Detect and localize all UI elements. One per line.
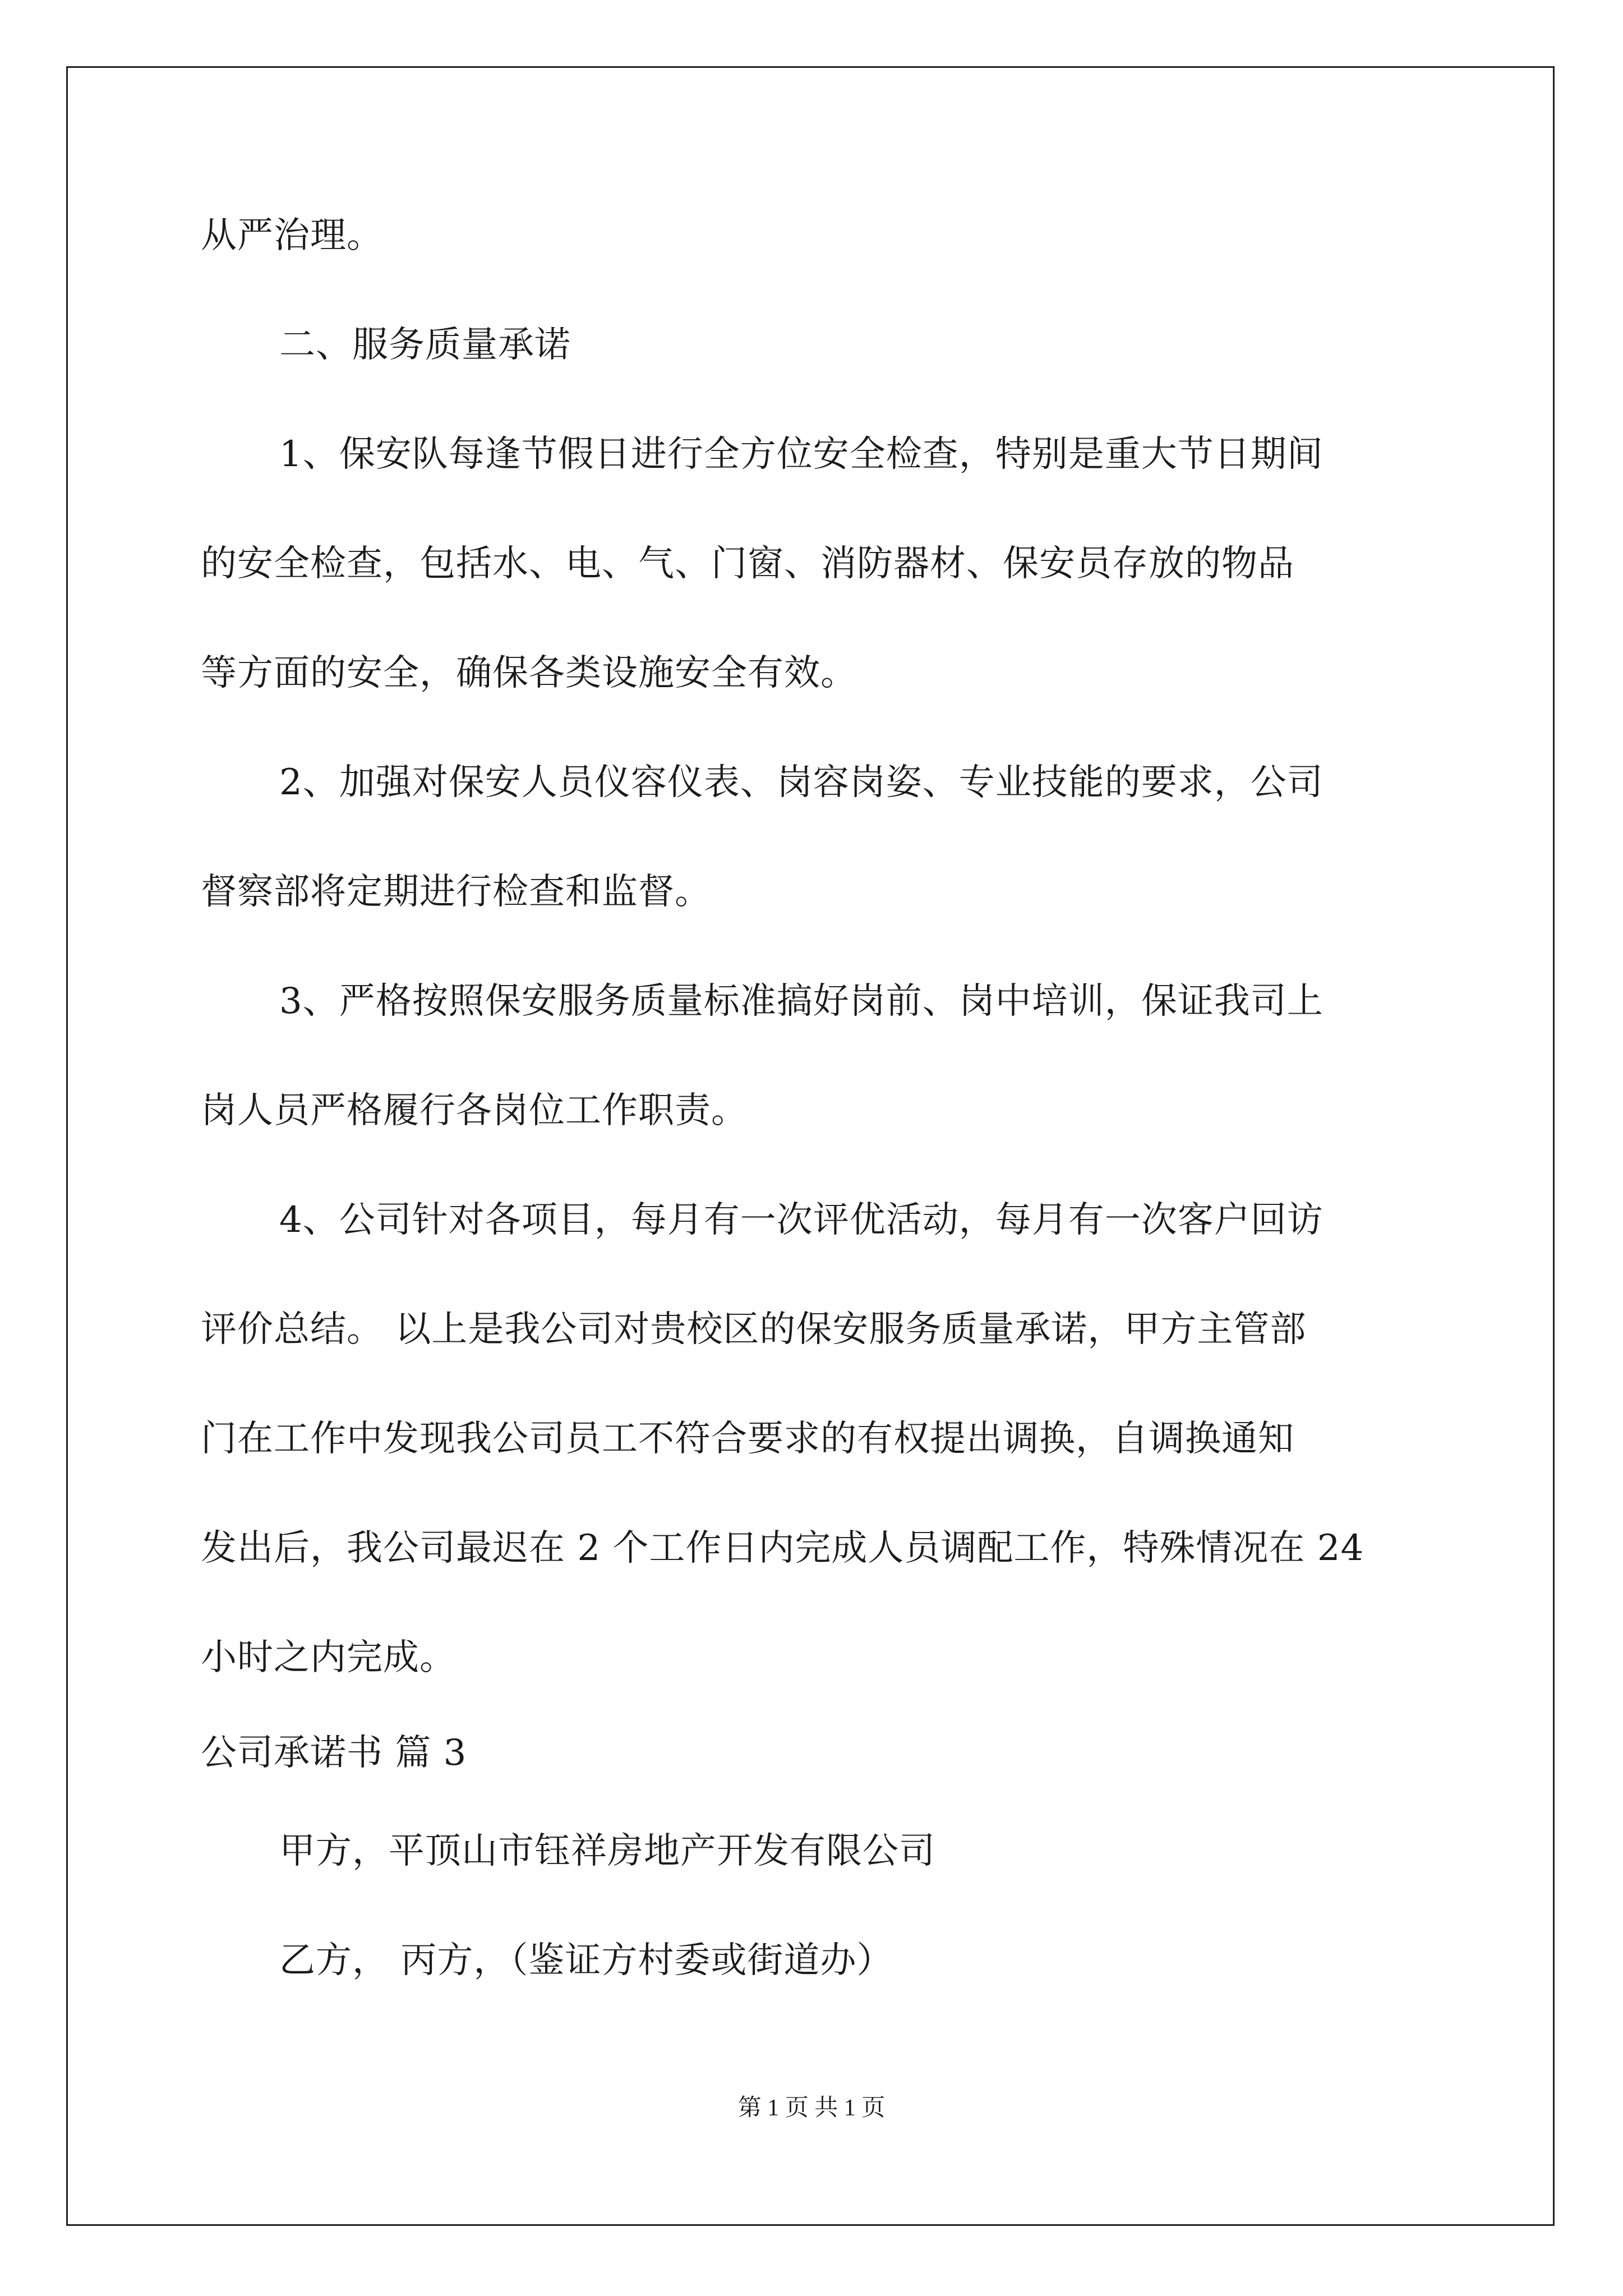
text-line-8: 3、严格按照保安服务质量标准搞好岗前、岗中培训，保证我司上: [279, 981, 1324, 1022]
page-footer: 第 1 页 共 1 页: [737, 2095, 886, 2121]
text-line-6: 2、加强对保安人员仪容仪表、岗容岗姿、专业技能的要求，公司: [279, 762, 1324, 803]
page-border: [66, 66, 1555, 2226]
text-line-5: 等方面的安全，确保各类设施安全有效。: [201, 652, 857, 694]
text-line-14: 小时之内完成。: [201, 1637, 456, 1678]
text-line-3: 1、保安队每逢节假日进行全方位安全检查，特别是重大节日期间: [279, 434, 1324, 475]
text-line-13: 发出后，我公司最迟在 2 个工作日内完成人员调配工作，特殊情况在 24: [201, 1527, 1364, 1569]
text-line-9: 岗人员严格履行各岗位工作职责。: [201, 1090, 748, 1131]
text-line-4: 的安全检查，包括水、电、气、门窗、消防器材、保安员存放的物品: [201, 543, 1294, 585]
section-title-commitment-3: 公司承诺书 篇 3: [201, 1732, 467, 1774]
text-line-11: 评价总结。 以上是我公司对贵校区的保安服务质量承诺，甲方主管部: [201, 1309, 1307, 1350]
text-line-12: 门在工作中发现我公司员工不符合要求的有权提出调换，自调换通知: [201, 1418, 1294, 1460]
section-heading-service-quality: 二、服务质量承诺: [279, 324, 571, 366]
text-line-10: 4、公司针对各项目，每月有一次评优活动，每月有一次客户回访: [279, 1199, 1324, 1241]
text-line-1: 从严治理。: [201, 215, 383, 256]
text-line-7: 督察部将定期进行检查和监督。: [201, 871, 711, 913]
party-a-line: 甲方，平顶山市钰祥房地产开发有限公司: [279, 1830, 935, 1872]
party-b-c-line: 乙方， 丙方，（鉴证方村委或街道办）: [279, 1940, 893, 1981]
